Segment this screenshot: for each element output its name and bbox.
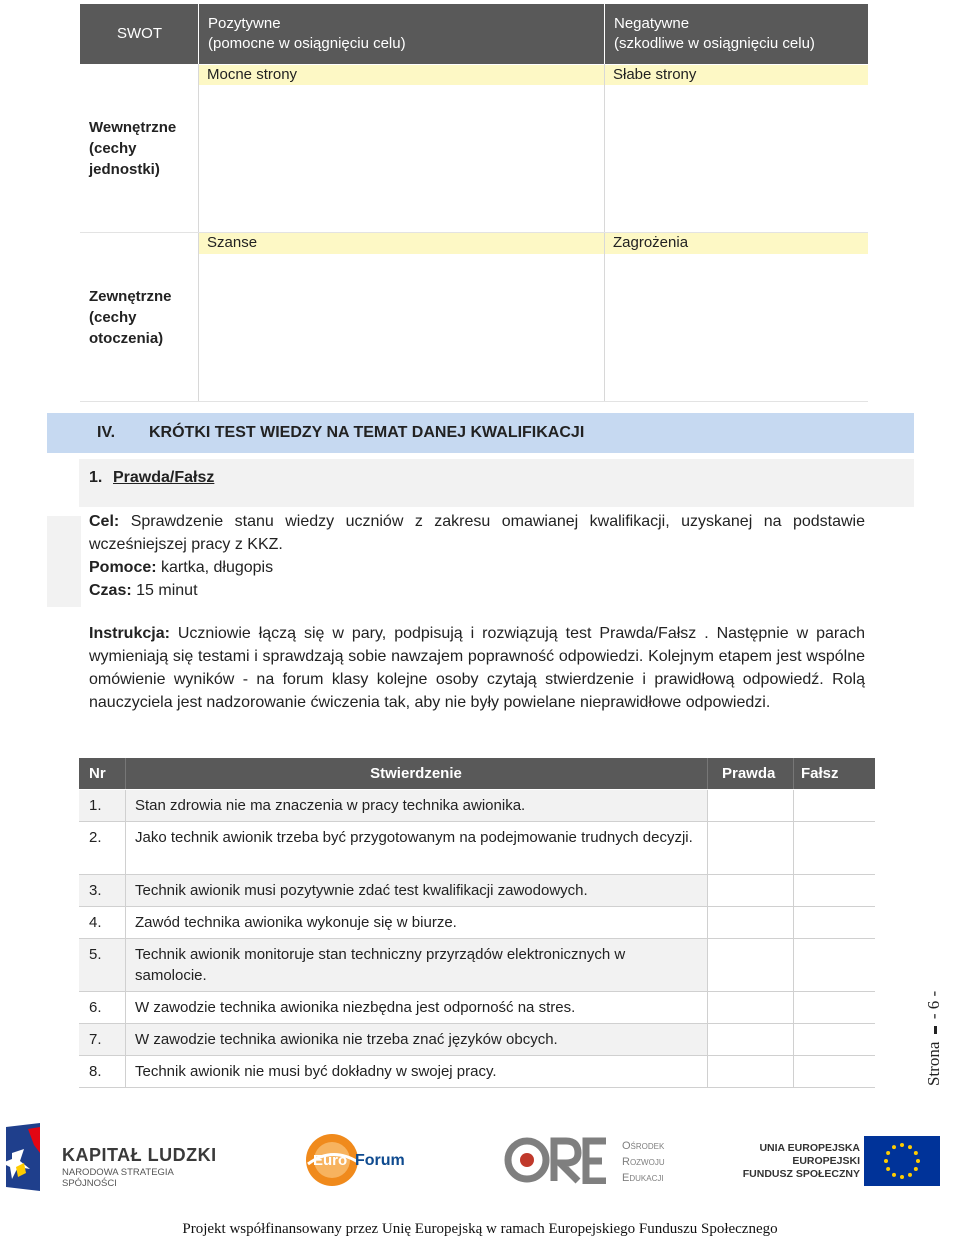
negative-title: Negatywne bbox=[614, 15, 690, 32]
cell-divider bbox=[125, 992, 126, 1023]
instruction-paragraph: Instrukcja: Uczniowie łączą się w pary, podpisują i rozwiązują test Prawda/Fałsz . Następnie w parach wymieniają się testami i sprawdzają sobie nawzajem poprawność odpowiedzi. Kolejnym etapem jest wspólne omówienie wyników - na forum klasy kolejne osoby czytają stwierdzenie i prawidłową odpowiedź. Rolą nauczyciela jest nadzorowanie ćwiczenia tak, aby nie były powielane nieprawidłowe odpowiedzi. bbox=[89, 625, 865, 711]
opportunities-header: Szanse bbox=[199, 233, 604, 254]
header-divider bbox=[793, 758, 794, 789]
exercise-title: Prawda/Fałsz bbox=[113, 469, 215, 486]
left-margin-bar bbox=[47, 516, 81, 607]
table-row bbox=[79, 939, 875, 992]
col-false: Fałsz bbox=[801, 765, 839, 782]
true-answer-cell[interactable] bbox=[708, 939, 793, 991]
eu-star-icon bbox=[884, 1159, 888, 1163]
weaknesses-header: Słabe strony bbox=[605, 65, 868, 85]
eu-star-icon bbox=[908, 1145, 912, 1149]
false-answer-cell[interactable] bbox=[794, 790, 875, 821]
false-answer-cell[interactable] bbox=[794, 875, 875, 906]
kl-title: KAPITAŁ LUDZKI bbox=[62, 1145, 217, 1165]
threats-header: Zagrożenia bbox=[605, 233, 868, 254]
false-answer-cell[interactable] bbox=[794, 1024, 875, 1055]
eu-star-icon bbox=[892, 1145, 896, 1149]
row-statement: Stan zdrowia nie ma znaczenia w pracy technika awionika. bbox=[135, 797, 526, 814]
tf-table-header bbox=[79, 758, 875, 789]
true-answer-cell[interactable] bbox=[708, 907, 793, 938]
row-number: 8. bbox=[89, 1063, 102, 1080]
page-separator bbox=[934, 1026, 937, 1034]
cell-divider bbox=[125, 907, 126, 938]
eu-flag-icon bbox=[864, 1136, 940, 1186]
cell-divider bbox=[125, 790, 126, 821]
ore-letters-icon bbox=[504, 1136, 608, 1184]
internal-label: Wewnętrzne (cechy jednostki) bbox=[89, 119, 177, 178]
negative-subtitle: (szkodliwe w osiągnięciu celu) bbox=[614, 35, 815, 52]
eu-star-icon bbox=[900, 1143, 904, 1147]
row-statement: W zawodzie technika awionika nie trzeba znać języków obcych. bbox=[135, 1031, 558, 1048]
row-number: 4. bbox=[89, 914, 102, 931]
kapital-ludzki-logo bbox=[6, 1123, 221, 1193]
section-header bbox=[47, 413, 914, 453]
row-number: 2. bbox=[89, 829, 102, 846]
table-row bbox=[79, 1056, 875, 1088]
cell-divider bbox=[125, 1024, 126, 1055]
cell-divider bbox=[125, 875, 126, 906]
eu-star-icon bbox=[908, 1173, 912, 1177]
table-row bbox=[79, 822, 875, 875]
cell-divider bbox=[125, 1056, 126, 1087]
header-divider bbox=[125, 758, 126, 789]
eu-star-icon bbox=[892, 1173, 896, 1177]
eu-star-icon bbox=[900, 1175, 904, 1179]
euroforum-logo bbox=[304, 1132, 414, 1190]
eu-star-icon bbox=[886, 1167, 890, 1171]
forum-text: Forum bbox=[355, 1152, 405, 1169]
row-number: 3. bbox=[89, 882, 102, 899]
eu-star-icon bbox=[914, 1167, 918, 1171]
page-number: Strona - 6 - bbox=[924, 990, 943, 1086]
row-number: 7. bbox=[89, 1031, 102, 1048]
swot-divider bbox=[80, 232, 868, 233]
row-statement: W zawodzie technika awionika niezbędna jest odporność na stres. bbox=[135, 999, 576, 1016]
table-row bbox=[79, 1024, 875, 1056]
section-number: IV. bbox=[97, 424, 116, 441]
external-label: Zewnętrzne (cechy otoczenia) bbox=[89, 288, 172, 347]
kl-subtitle: NARODOWA STRATEGIA SPÓJNOŚCI bbox=[62, 1167, 174, 1189]
col-statement: Stwierdzenie bbox=[370, 765, 462, 782]
eu-text: UNIA EUROPEJSKA EUROPEJSKI FUNDUSZ SPOŁECZNY bbox=[742, 1142, 860, 1180]
false-answer-cell[interactable] bbox=[794, 907, 875, 938]
ore-name: Ośrodek Rozwoju Edukacji bbox=[622, 1140, 665, 1184]
ore-logo bbox=[504, 1136, 674, 1188]
aids-line: Pomoce: kartka, długopis bbox=[89, 559, 274, 576]
true-answer-cell[interactable] bbox=[708, 790, 793, 821]
eu-star-icon bbox=[914, 1151, 918, 1155]
false-answer-cell[interactable] bbox=[794, 939, 875, 991]
true-answer-cell[interactable] bbox=[708, 822, 793, 874]
table-row bbox=[79, 875, 875, 907]
positive-subtitle: (pomocne w osiągnięciu celu) bbox=[208, 35, 406, 52]
eu-logo bbox=[742, 1136, 944, 1188]
true-answer-cell[interactable] bbox=[708, 1024, 793, 1055]
swot-divider bbox=[80, 401, 868, 402]
row-statement: Technik awionik musi pozytywnie zdać test kwalifikacji zawodowych. bbox=[135, 882, 588, 899]
strengths-header: Mocne strony bbox=[199, 65, 604, 85]
false-answer-cell[interactable] bbox=[794, 1056, 875, 1087]
exercise-number: 1. bbox=[89, 469, 103, 486]
true-answer-cell[interactable] bbox=[708, 992, 793, 1023]
swot-negative-header bbox=[605, 4, 868, 64]
footer-note: Projekt współfinansowany przez Unię Europejską w ramach Europejskiego Funduszu Społecznego bbox=[182, 1221, 778, 1237]
row-statement: Technik awionik monitoruje stan techniczny przyrządów elektronicznych w samolocie. bbox=[135, 946, 626, 984]
row-number: 5. bbox=[89, 946, 102, 963]
row-statement: Technik awionik nie musi być dokładny w swojej pracy. bbox=[135, 1063, 497, 1080]
exercise-header bbox=[79, 459, 914, 507]
goal-paragraph: Cel: Sprawdzenie stanu wiedzy uczniów z zakresu omawianej kwalifikacji, uzyskanej na podstawie wcześniejszej pracy z KKZ. bbox=[89, 513, 865, 553]
row-statement: Jako technik awionik trzeba być przygotowanym na podejmowanie trudnych decyzji. bbox=[135, 829, 693, 846]
false-answer-cell[interactable] bbox=[794, 822, 875, 874]
true-answer-cell[interactable] bbox=[708, 1056, 793, 1087]
row-number: 1. bbox=[89, 797, 102, 814]
false-answer-cell[interactable] bbox=[794, 992, 875, 1023]
cell-divider bbox=[125, 939, 126, 991]
positive-title: Pozytywne bbox=[208, 15, 281, 32]
swot-header-cell bbox=[80, 4, 198, 64]
table-row bbox=[79, 907, 875, 939]
cell-divider bbox=[125, 822, 126, 874]
true-answer-cell[interactable] bbox=[708, 875, 793, 906]
eu-star-icon bbox=[886, 1151, 890, 1155]
time-line: Czas: 15 minut bbox=[89, 582, 198, 599]
row-number: 6. bbox=[89, 999, 102, 1016]
swot-label: SWOT bbox=[117, 25, 162, 42]
euro-text: Euro bbox=[313, 1152, 348, 1169]
table-row bbox=[79, 992, 875, 1024]
eu-star-icon bbox=[916, 1159, 920, 1163]
row-statement: Zawód technika awionika wykonuje się w biurze. bbox=[135, 914, 457, 931]
swot-positive-header bbox=[199, 4, 604, 64]
col-nr: Nr bbox=[89, 765, 106, 782]
kapital-ludzki-emblem-icon bbox=[6, 1123, 52, 1191]
col-true: Prawda bbox=[722, 765, 776, 782]
header-divider bbox=[707, 758, 708, 789]
section-title: KRÓTKI TEST WIEDZY NA TEMAT DANEJ KWALIFIKACJI bbox=[149, 424, 585, 441]
table-row bbox=[79, 790, 875, 822]
